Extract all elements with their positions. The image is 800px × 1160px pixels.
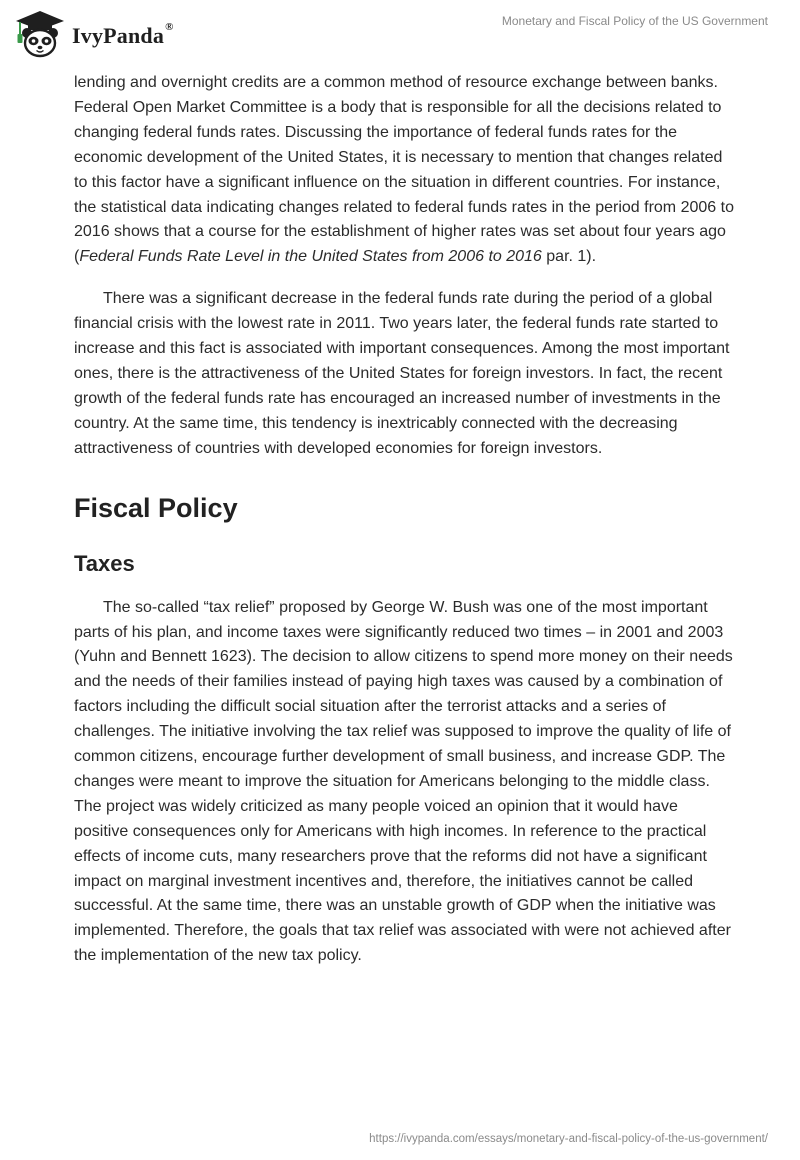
citation-title: Federal Funds Rate Level in the United States from 2006 to 2016 bbox=[79, 248, 542, 266]
paragraph-1-text: lending and overnight credits are a common method of resource exchange between banks. Federal Open Market Committee is a body that is responsible for all the decisions related to changing federal funds rates. Discussing the importance of federal funds rates for the economic development of the United States, it is necessary to mention that changes related to this factor have a significant influence on the situation in different countries. For instance, the statistical data indicating changes related to federal funds rates in the period from 2006 to 2016 shows that a course for the establishment of higher rates was set about four years ago ( bbox=[74, 74, 734, 266]
article-body bbox=[74, 71, 736, 969]
registered-mark: ® bbox=[165, 21, 174, 33]
paragraph-3: The so-called “tax relief” proposed by George W. Bush was one of the most important parts of his plan, and income taxes were significantly reduced two times – in 2001 and 2003 (Yuhn and Bennett 1623). The decision to allow citizens to spend more money on their needs and the needs of their families instead of paying high taxes was caused by a combination of factors including the difficult social situation after the terrorist attacks and a series of challenges. The initiative involving the tax relief was supposed to improve the quality of life of common citizens, encourage further development of small business, and increase GDP. The changes were meant to improve the situation for Americans belonging to the middle class. The project was widely criticized as many people voiced an opinion that it would have positive consequences only for Americans with high incomes. In reference to the practical effects of income cuts, many researchers prove that the reforms did not have a significant impact on marginal investment incentives and, therefore, the initiatives cannot be called successful. At the same time, there was an unstable growth of GDP when the initiative was implemented. Therefore, the goals that tax relief was associated with were not achieved after the implementation of the new tax policy. bbox=[74, 598, 733, 965]
paragraph-2: There was a significant decrease in the federal funds rate during the period of a global financial crisis with the lowest rate in 2011. Two years later, the federal funds rate started to increase and this fact is associated with important consequences. Among the most important ones, there is the attractiveness of the United States for foreign investors. In fact, the recent growth of the federal funds rate has encouraged an increased number of investments in the country. At the same time, this tendency is inextricably connected with the decreasing attractiveness of countries with developed economies for foreign investors. bbox=[74, 290, 730, 457]
paragraph-1 bbox=[74, 71, 736, 270]
source-url[interactable]: https://ivypanda.com/essays/monetary-and-fiscal-policy-of-the-us-government/ bbox=[369, 1133, 768, 1145]
paragraph-1-text-end: par. 1). bbox=[541, 248, 597, 266]
subsection-heading-taxes: Taxes bbox=[74, 550, 135, 576]
brand-name: IvyPanda bbox=[72, 23, 165, 48]
document-title: Monetary and Fiscal Policy of the US Government bbox=[501, 14, 768, 28]
section-heading-fiscal-policy: Fiscal Policy bbox=[74, 492, 238, 523]
page-header bbox=[0, 0, 800, 70]
brand-logo[interactable] bbox=[14, 8, 174, 60]
panda-graduate-icon bbox=[14, 8, 66, 60]
